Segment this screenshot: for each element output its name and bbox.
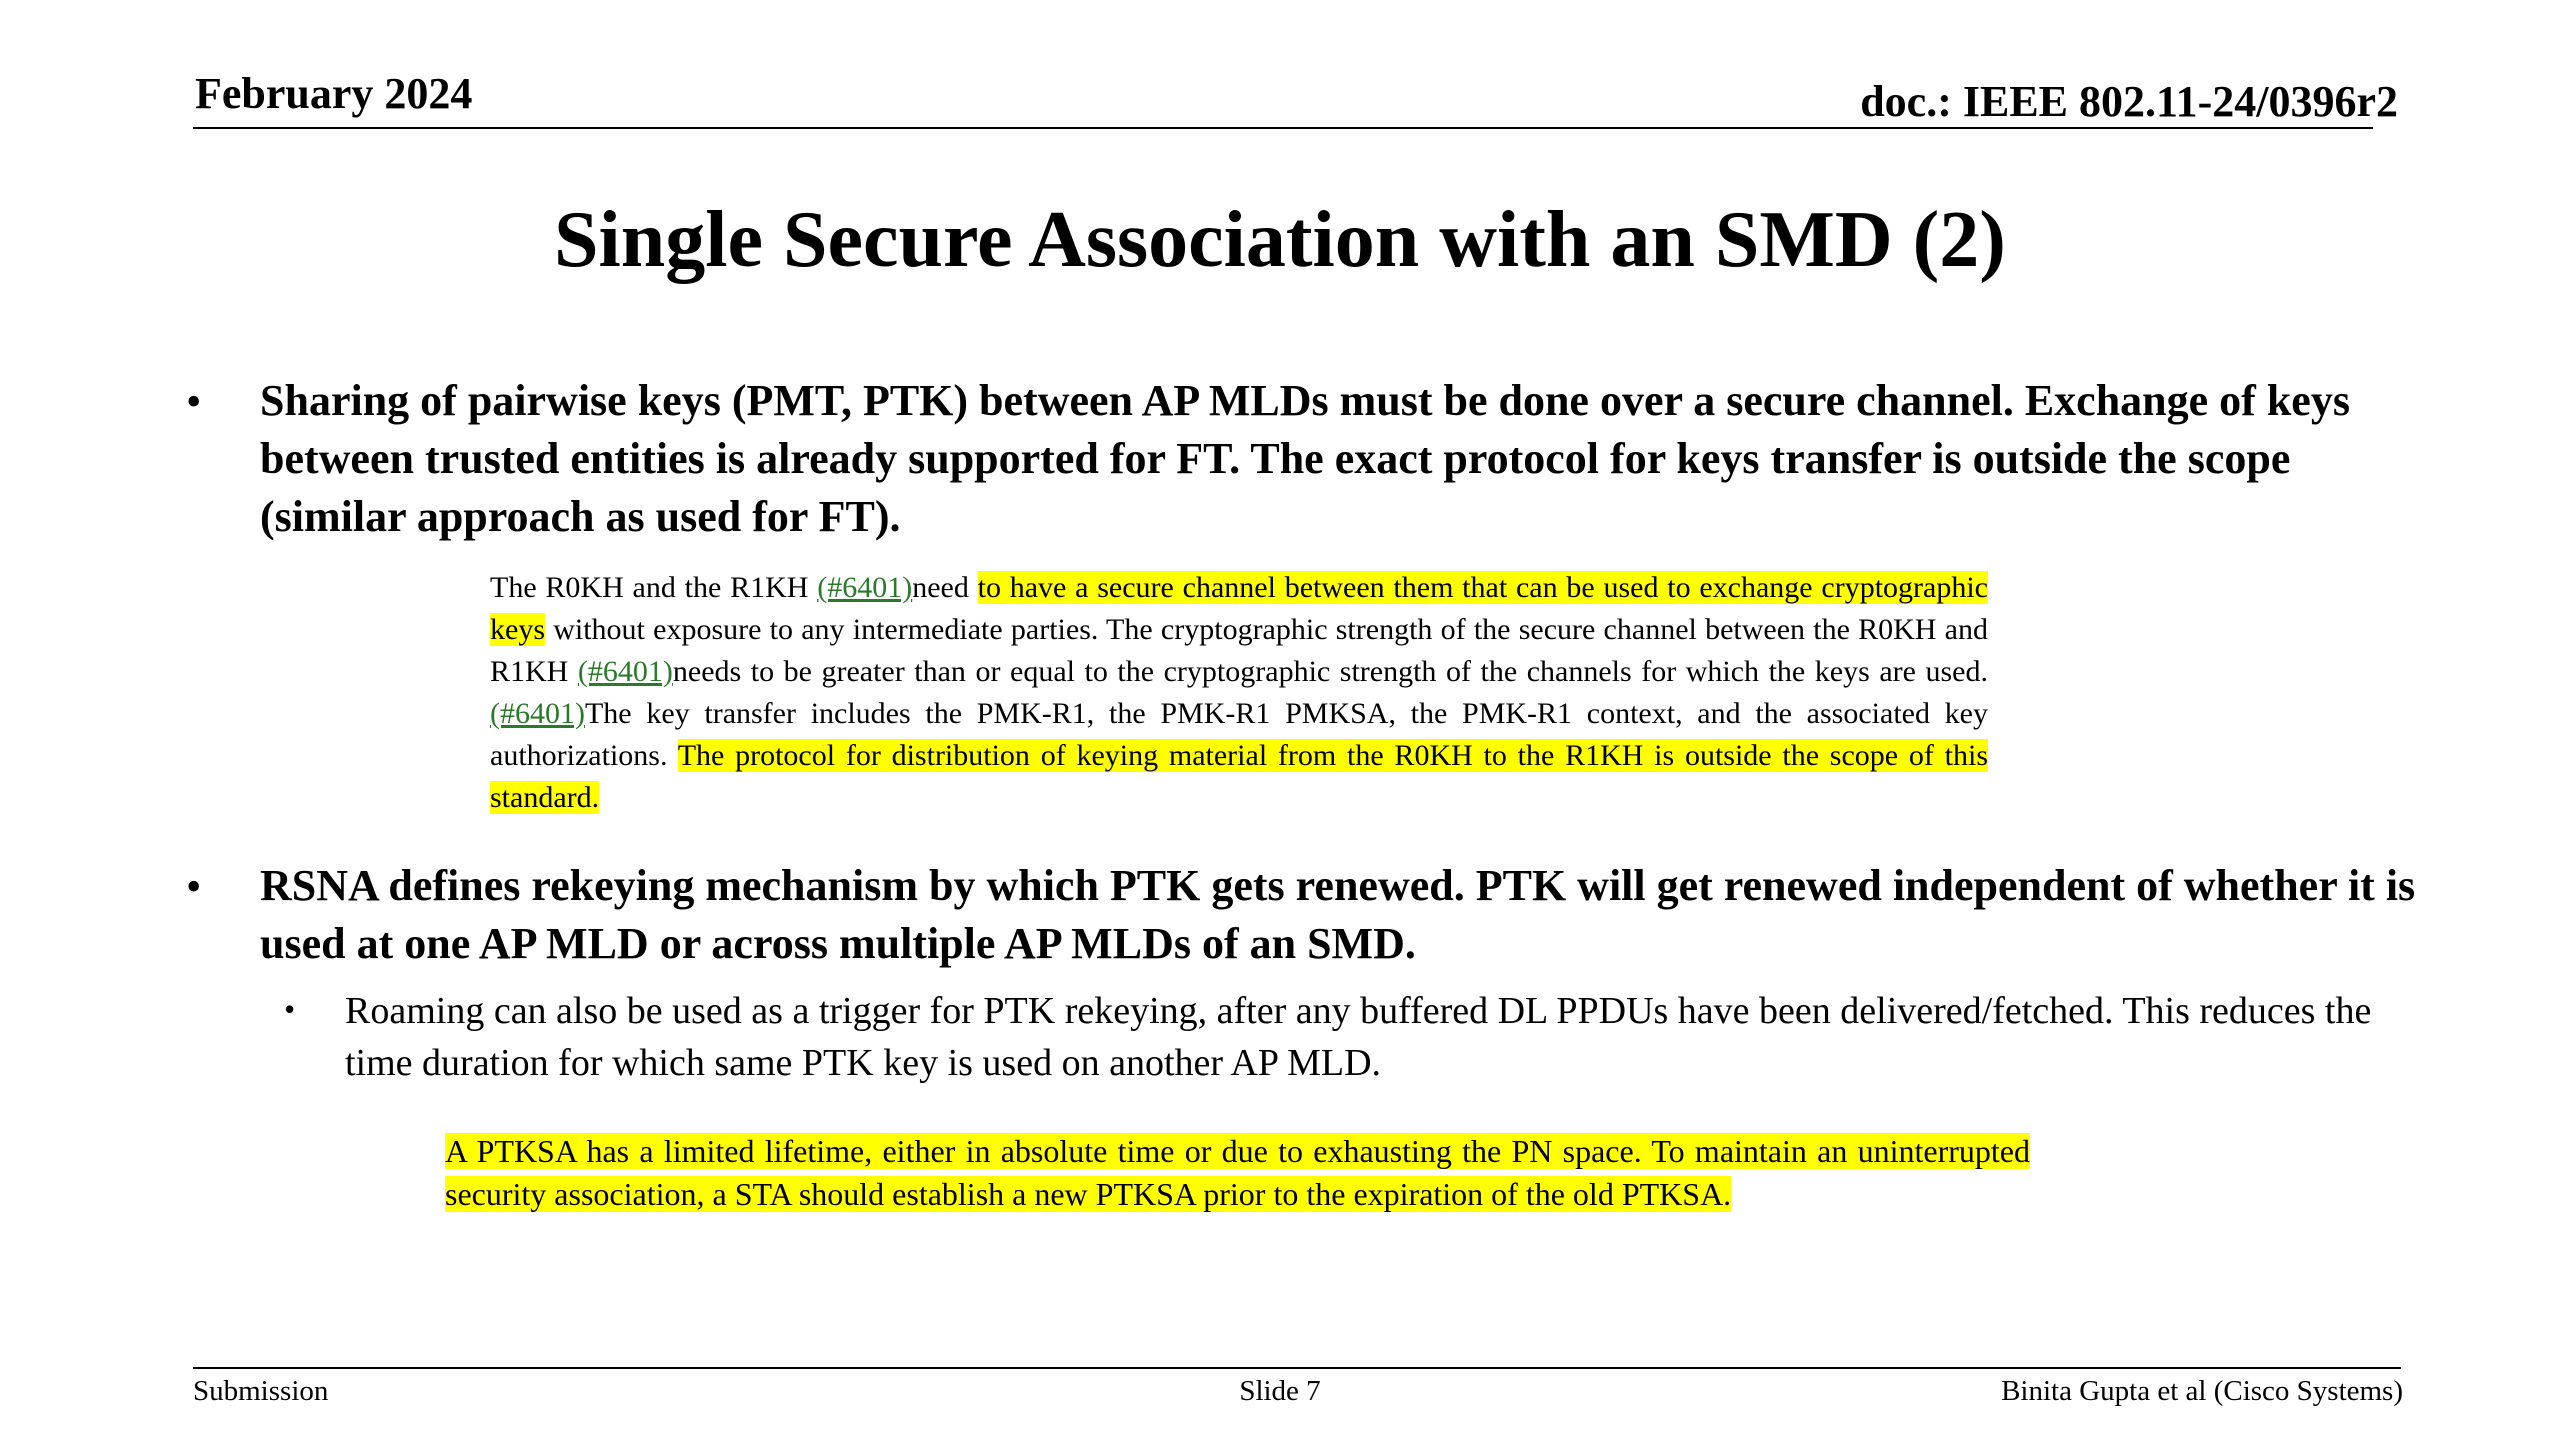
reference-link-6401-a[interactable]: (#6401): [817, 571, 913, 604]
quote1-highlight-2: The protocol for distribution of keying material from the R0KH to the R1KH is outside the scope of this standard.: [490, 739, 1988, 814]
quoted-excerpt-ptksa: [445, 1130, 2030, 1216]
quoted-excerpt-keyholders: [490, 567, 1988, 819]
quote1-text-3: without exposure to any intermediate parties. The cryptographic strength of the secure channel between the R0KH and R1KH: [490, 613, 1988, 688]
footer-slide-number: Slide 7: [1239, 1375, 1321, 1407]
quote2-highlight: A PTKSA has a limited lifetime, either in absolute time or due to exhausting the PN space. To maintain an uninterrupted security association, a STA should establish a new PTKSA prior to the expiration of the old PTKSA.: [445, 1133, 2030, 1212]
reference-link-6401-b[interactable]: (#6401): [577, 655, 673, 688]
header-date: February 2024: [195, 69, 473, 118]
bullet-text-1: Sharing of pairwise keys (PMT, PTK) between AP MLDs must be done over a secure channel. Exchange of keys between trusted entities is already supported for FT. The exact protocol for keys transfer is outside the scope (similar approach as used for FT).: [260, 376, 2350, 541]
quote1-text-4: needs to be greater than or equal to the cryptographic strength of the channels for which the keys are used.: [672, 655, 1988, 688]
bullet-text-2: RSNA defines rekeying mechanism by which PTK gets renewed. PTK will get renewed independent of whether it is used at one AP MLD or across multiple AP MLDs of an SMD.: [260, 861, 2416, 968]
bullet-marker-2: •: [186, 862, 202, 911]
footer-divider: [193, 1367, 2401, 1369]
quote1-text-1: The R0KH and the R1KH: [490, 571, 818, 604]
quote1-text-5: The key transfer includes the PMK-R1, the PMK-R1 PMKSA, the PMK-R1 context, and the associated key authorizations.: [490, 697, 1988, 772]
slide-title: Single Secure Association with an SMD (2): [554, 196, 2006, 284]
quote1-highlight-1: to have a secure channel between them that can be used to exchange cryptographic keys: [490, 571, 1988, 646]
header-divider: [193, 127, 2373, 129]
footer-submission: Submission: [193, 1375, 329, 1407]
bullet-marker-1: •: [186, 377, 202, 426]
footer-authors: Binita Gupta et al (Cisco Systems): [2001, 1375, 2403, 1407]
header-doc-id: doc.: IEEE 802.11-24/0396r2: [1860, 77, 2398, 126]
quote1-text-2: need: [912, 571, 978, 604]
reference-link-6401-c[interactable]: (#6401): [490, 697, 585, 730]
sub-bullet-marker: •: [284, 991, 296, 1027]
sub-bullet-text: Roaming can also be used as a trigger for PTK rekeying, after any buffered DL PPDUs have been delivered/fetched. This reduces the time duration for which same PTK key is used on another AP MLD.: [345, 990, 2372, 1084]
